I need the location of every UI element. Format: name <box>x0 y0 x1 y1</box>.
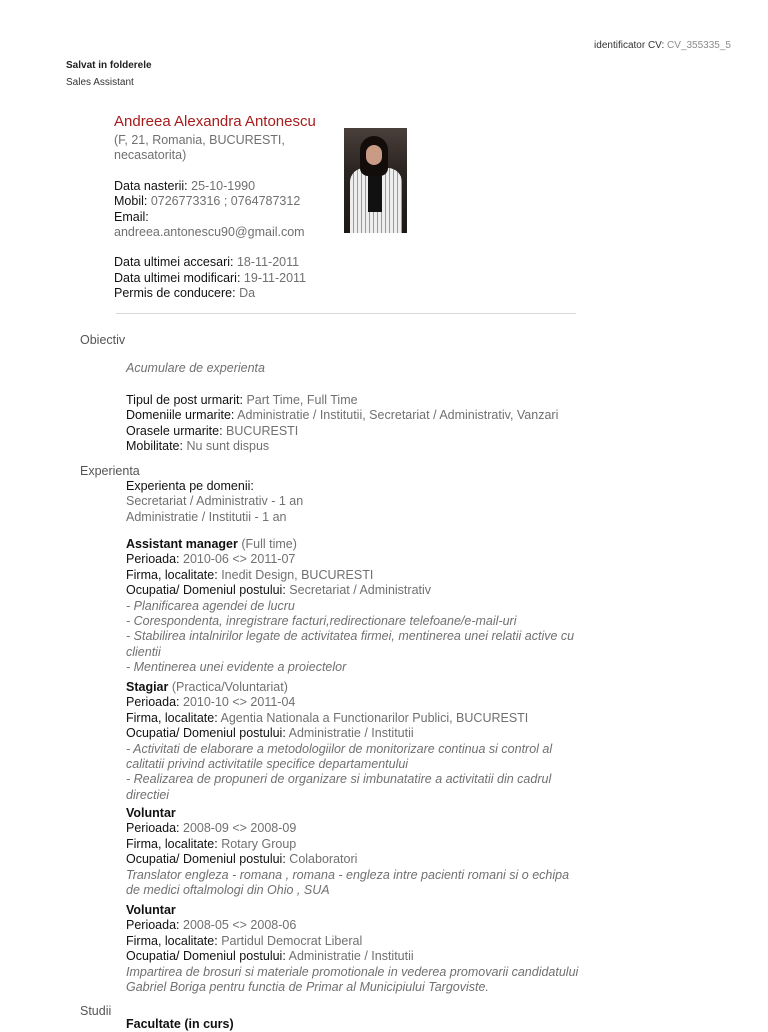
job-title: Voluntar <box>126 806 176 820</box>
job-entry <box>126 806 569 898</box>
study-title: Facultate (in curs) <box>126 1017 234 1031</box>
studies-section-title: Studii <box>80 1004 112 1018</box>
objective-text: Acumulare de experienta <box>126 361 265 375</box>
job-occupation-row <box>126 583 574 598</box>
job-company-label: Firma, localitate: <box>126 836 218 851</box>
job-occupation-row <box>126 852 569 867</box>
email-label: Email: <box>114 209 149 224</box>
job-company-row <box>126 934 578 949</box>
job-period-label: Perioada: <box>126 552 180 567</box>
domains-row <box>126 408 558 423</box>
job-detail-line: Impartirea de brosuri si materiale promotionale in vederea promovarii candidatului <box>126 964 579 979</box>
job-title-row <box>126 537 574 552</box>
last-access-row <box>114 255 306 270</box>
profile-summary-line2: necasatorita) <box>114 148 187 163</box>
saved-folders-label: Salvat in folderele <box>66 60 152 71</box>
mobile-value: 0726773316 ; 0764787312 <box>150 194 301 209</box>
job-company-value: Inedit Design, BUCURESTI <box>221 567 374 582</box>
mobility-label: Mobilitate: <box>126 439 183 454</box>
job-detail-line: de medici oftalmologi din Ohio , SUA <box>126 883 330 898</box>
cities-row <box>126 424 558 439</box>
domains-value: Administratie / Institutii, Secretariat / Administrativ, Vanzari <box>237 408 559 423</box>
candidate-name: Andreea Alexandra Antonescu <box>114 113 316 130</box>
job-period-label: Perioada: <box>126 918 180 933</box>
last-modified-label: Data ultimei modificari: <box>114 270 241 285</box>
experience-domains-heading: Experienta pe domenii: <box>126 479 254 493</box>
job-company-value: Rotary Group <box>221 836 297 851</box>
birth-date-row <box>114 179 306 194</box>
job-occupation-row <box>126 726 552 741</box>
job-company-value: Agentia Nationala a Functionarilor Publici, BUCURESTI <box>220 710 529 725</box>
job-title: Assistant manager <box>126 537 238 551</box>
job-company-row <box>126 837 569 852</box>
job-company-value: Partidul Democrat Liberal <box>221 933 363 948</box>
experience-domains <box>126 479 303 525</box>
job-detail-line: - Activitati de elaborare a metodologiilor de monitorizare continua si control al <box>126 741 553 756</box>
job-company-label: Firma, localitate: <box>126 710 218 725</box>
objective-section-title: Obiectiv <box>80 333 126 347</box>
job-company-label: Firma, localitate: <box>126 933 218 948</box>
job-title-row <box>126 680 552 695</box>
job-occupation-label: Ocupatia/ Domeniul postului: <box>126 949 286 964</box>
job-occupation-value: Secretariat / Administrativ <box>289 583 432 598</box>
job-type-label: Tipul de post urmarit: <box>126 393 243 407</box>
job-occupation-label: Ocupatia/ Domeniul postului: <box>126 852 286 867</box>
section-divider <box>116 313 576 314</box>
job-entry <box>126 537 574 676</box>
job-detail-line: directiei <box>126 787 170 802</box>
job-period-label: Perioada: <box>126 695 180 710</box>
mobile-row <box>114 194 306 209</box>
job-company-label: Firma, localitate: <box>126 567 218 582</box>
driving-license-value: Da <box>239 286 256 301</box>
last-access-label: Data ultimei accesari: <box>114 255 234 270</box>
job-company-row <box>126 568 574 583</box>
cities-value: BUCURESTI <box>226 423 299 438</box>
domains-label: Domeniile urmarite: <box>126 408 235 423</box>
cv-id-value: CV_355335_5 <box>667 40 731 51</box>
profile-photo <box>344 128 407 233</box>
driving-license-row <box>114 286 306 301</box>
job-detail-line: - Mentinerea unei evidente a proiectelor <box>126 660 347 675</box>
job-period-row <box>126 552 574 567</box>
job-occupation-label: Ocupatia/ Domeniul postului: <box>126 583 286 598</box>
job-title: Stagiar <box>126 680 169 694</box>
job-period-value: 2008-05 <> 2008-06 <box>183 918 297 933</box>
job-entry <box>126 680 552 803</box>
last-access-value: 18-11-2011 <box>236 255 300 270</box>
mobile-label: Mobil: <box>114 194 148 209</box>
birth-date-label: Data nasterii: <box>114 178 188 193</box>
profile-details <box>114 133 306 302</box>
experience-domain-item: Administratie / Institutii - 1 an <box>126 509 287 524</box>
experience-section-title: Experienta <box>80 464 140 478</box>
job-type: (Practica/Voluntariat) <box>171 680 288 694</box>
saved-folder-name[interactable]: Sales Assistant <box>66 77 134 88</box>
last-modified-value: 19-11-2011 <box>243 270 307 285</box>
job-entry <box>126 903 578 995</box>
job-occupation-value: Administratie / Institutii <box>288 949 414 964</box>
job-occupation-row <box>126 949 578 964</box>
job-occupation-value: Colaboratori <box>289 852 358 867</box>
job-detail-line: calitatii privind activitatile specifice departamentului <box>126 757 409 772</box>
job-period-row <box>126 695 552 710</box>
job-period-label: Perioada: <box>126 821 180 836</box>
mobility-row <box>126 439 558 454</box>
job-type-value: Part Time, Full Time <box>246 393 358 407</box>
job-period-value: 2010-10 <> 2011-04 <box>183 695 296 710</box>
job-type: (Full time) <box>241 537 297 551</box>
job-detail-line: - Stabilirea intalnirilor legate de activitatea firmei, mentinerea unei relatii active cu <box>126 629 575 644</box>
job-period-value: 2010-06 <> 2011-07 <box>183 552 296 567</box>
birth-date-value: 25-10-1990 <box>191 178 256 193</box>
driving-license-label: Permis de conducere: <box>114 286 236 301</box>
cv-identifier <box>594 40 731 51</box>
job-period-row <box>126 918 578 933</box>
mobility-value: Nu sunt dispus <box>186 439 270 454</box>
job-period-value: 2008-09 <> 2008-09 <box>183 821 297 836</box>
cv-id-label: identificator CV: <box>594 40 665 51</box>
job-detail-line: Translator engleza - romana , romana - engleza intre pacienti romani si o echipa <box>126 867 570 882</box>
last-modified-row <box>114 271 306 286</box>
objective-details <box>126 393 558 455</box>
job-occupation-label: Ocupatia/ Domeniul postului: <box>126 726 286 741</box>
experience-domain-item: Secretariat / Administrativ - 1 an <box>126 494 304 509</box>
job-title: Voluntar <box>126 903 176 917</box>
job-type-row <box>126 393 558 408</box>
job-detail-line: - Corespondenta, inregistrare facturi,redirectionare telefoane/e-mail-uri <box>126 614 517 629</box>
job-company-row <box>126 711 552 726</box>
studies-first-item <box>126 1017 234 1032</box>
job-detail-line: clientii <box>126 644 161 659</box>
profile-summary-line1: (F, 21, Romania, BUCURESTI, <box>114 133 285 147</box>
job-detail-line: - Realizarea de propuneri de organizare si imbunatatire a activitatii din cadrul <box>126 772 552 787</box>
job-detail-line: - Planificarea agendei de lucru <box>126 598 295 613</box>
email-value[interactable]: andreea.antonescu90@gmail.com <box>114 225 305 240</box>
cities-label: Orasele urmarite: <box>126 423 223 438</box>
job-detail-line: Gabriel Boriga pentru functia de Primar al Municipiului Targoviste. <box>126 980 489 995</box>
job-period-row <box>126 821 569 836</box>
job-occupation-value: Administratie / Institutii <box>288 726 414 741</box>
